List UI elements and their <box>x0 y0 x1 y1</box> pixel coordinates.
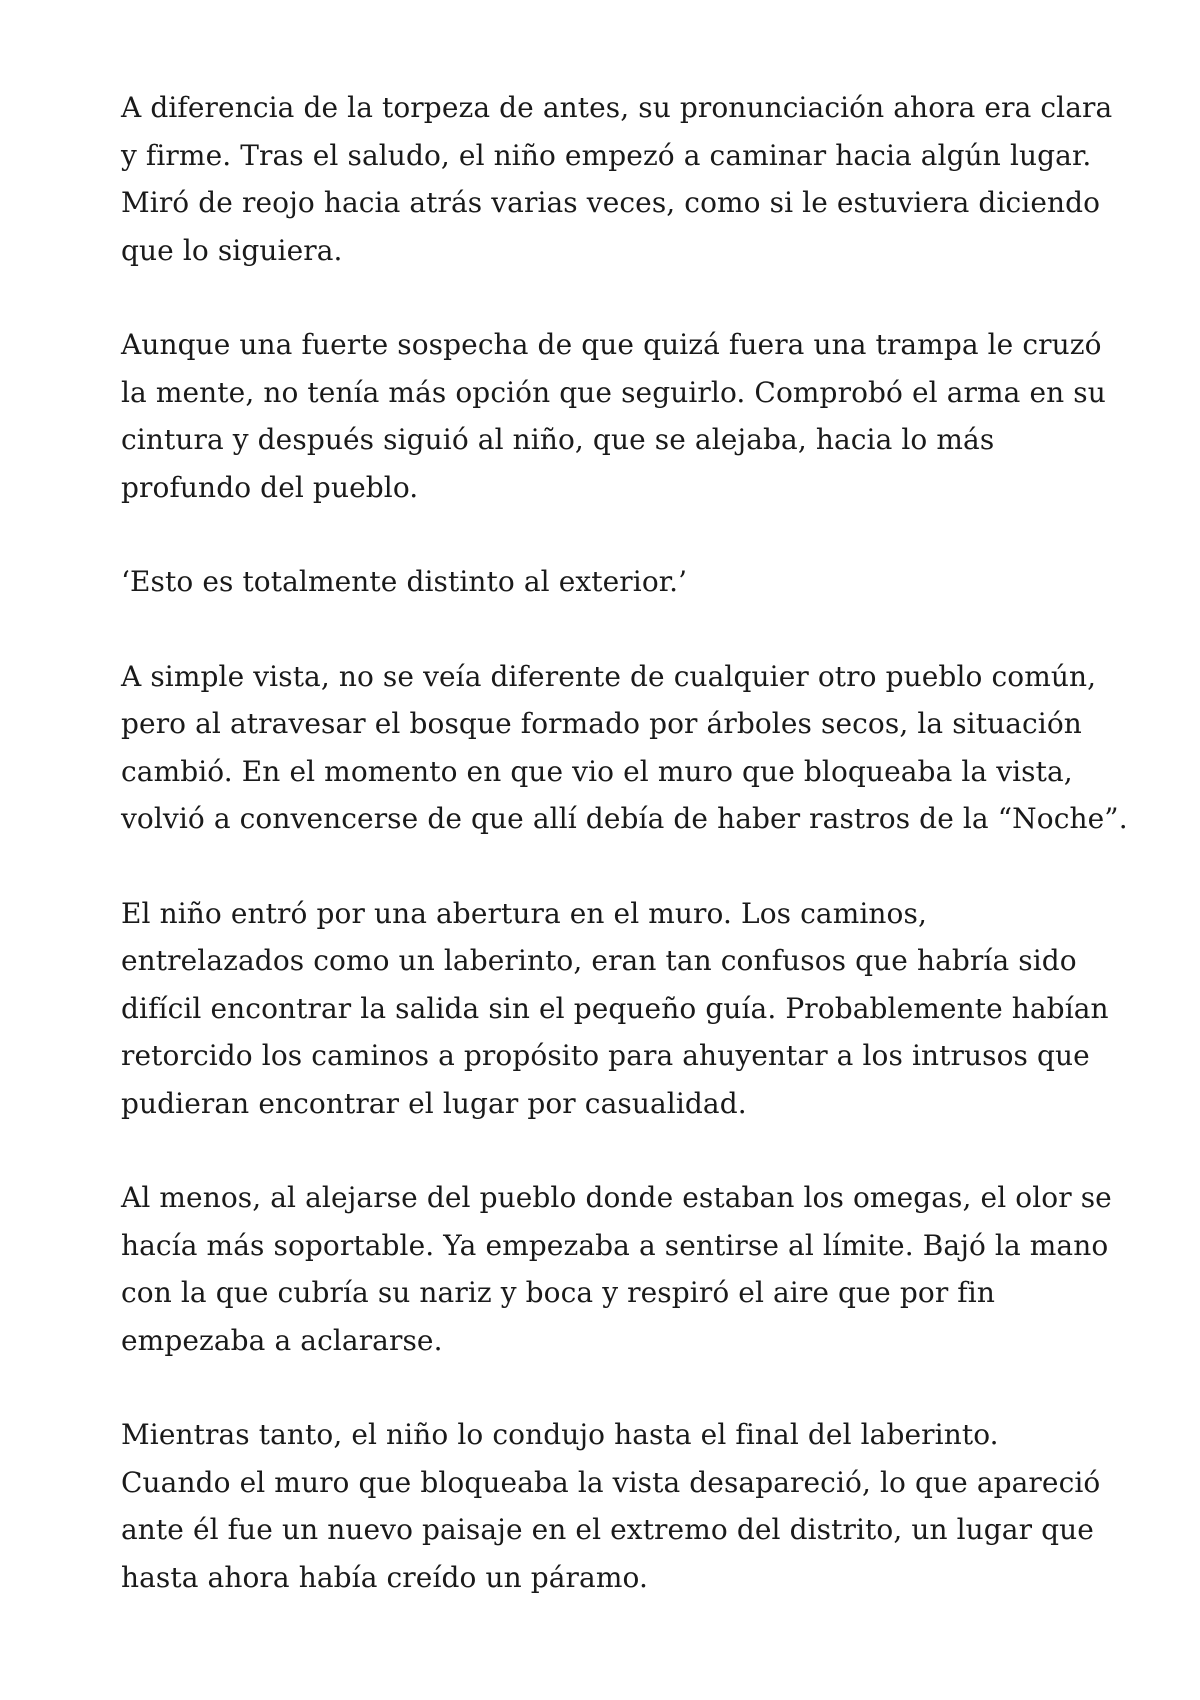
paragraph <box>121 1174 1111 1364</box>
text-line: Aunque una fuerte sospecha de que quizá fuera una trampa le cruzó <box>121 328 1102 361</box>
text-line: El niño entró por una abertura en el muro. Los caminos, <box>121 896 927 930</box>
text-line: retorcido los caminos a propósito para ahuyentar a los intrusos que <box>121 1039 1090 1072</box>
text-line: hacía más soportable. Ya empezaba a sentirse al límite. Bajó la mano <box>121 1228 1109 1262</box>
text-line: hasta ahora había creído un páramo. <box>121 1560 648 1594</box>
text-line: pero al atravesar el bosque formado por árboles secos, la situación <box>121 707 1082 740</box>
text-line: Cuando el muro que bloqueaba la vista desapareció, lo que apareció <box>121 1465 1101 1499</box>
paragraph <box>121 321 1111 511</box>
text-line: Al menos, al alejarse del pueblo donde estaban los omegas, el olor se <box>121 1181 1112 1214</box>
text-line: que lo siguiera. <box>121 233 343 267</box>
text-line: con la que cubría su nariz y boca y respiró el aire que por fin <box>121 1276 995 1309</box>
text-line: pudieran encontrar el lugar por casualidad. <box>121 1086 747 1120</box>
text-line: Miró de reojo hacia atrás varias veces, como si le estuviera diciendo <box>121 186 1101 219</box>
text-line: Mientras tanto, el niño lo condujo hasta el final del laberinto. <box>121 1418 999 1451</box>
text-line: volvió a convencerse de que allí debía de haber rastros de la “Noche”. <box>121 802 1128 835</box>
paragraph <box>121 84 1111 274</box>
text-line: empezaba a aclararse. <box>121 1323 443 1357</box>
text-line: profundo del pueblo. <box>121 470 419 504</box>
text-line: difícil encontrar la salida sin el pequeño guía. Probablemente habían <box>121 991 1109 1025</box>
text-line: A simple vista, no se veía diferente de cualquier otro pueblo común, <box>121 659 1097 693</box>
paragraph <box>121 890 1111 1128</box>
text-line: entrelazados como un laberinto, eran tan confusos que habría sido <box>121 944 1077 977</box>
text-line: A diferencia de la torpeza de antes, su pronunciación ahora era clara <box>121 91 1113 124</box>
text-line: ‘Esto es totalmente distinto al exterior.’ <box>121 565 688 598</box>
paragraph <box>121 653 1128 843</box>
text-line: cambió. En el momento en que vio el muro que bloqueaba la vista, <box>121 754 1073 788</box>
text-line: cintura y después siguió al niño, que se alejaba, hacia lo más <box>121 423 995 456</box>
paragraph <box>121 1411 1111 1601</box>
text-line: la mente, no tenía más opción que seguirlo. Comprobó el arma en su <box>121 375 1106 409</box>
body-text <box>121 84 1128 1648</box>
text-line: ante él fue un nuevo paisaje en el extremo del distrito, un lugar que <box>121 1513 1094 1546</box>
text-line: y firme. Tras el saludo, el niño empezó a caminar hacia algún lugar. <box>121 138 1092 172</box>
paragraph-thought <box>121 558 1111 606</box>
